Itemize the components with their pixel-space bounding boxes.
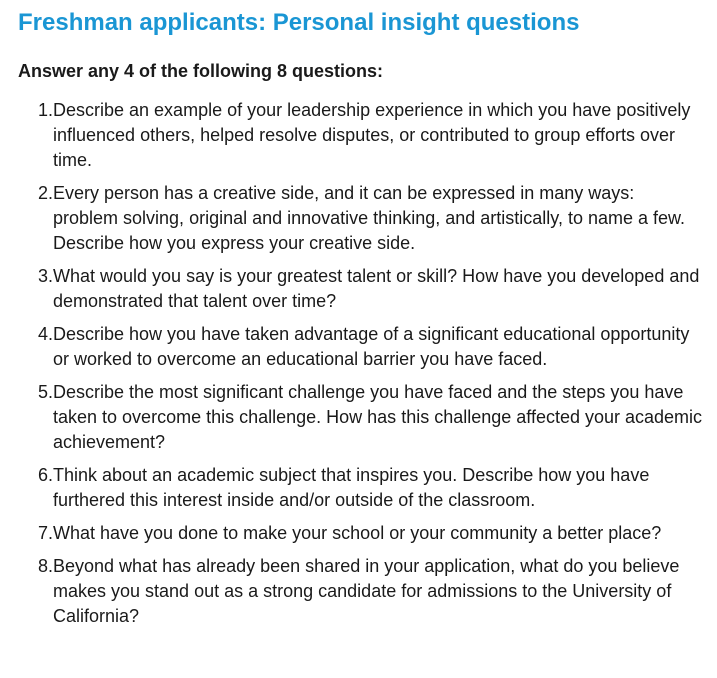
question-number: 1. [37,100,53,120]
question-item [18,380,705,455]
question-number: 8. [37,556,53,576]
question-text: What have you done to make your school or your community a better place? [53,523,662,543]
question-item [18,264,705,314]
question-number: 6. [37,465,53,485]
question-number: 3. [37,266,53,286]
instruction-text: Answer any 4 of the following 8 questions: [18,61,384,81]
question-number: 7. [37,523,53,543]
question-item [18,322,705,372]
question-number: 2. [37,183,53,203]
question-text: Beyond what has already been shared in your application, what do you believe makes you stand out as a strong candidate for admissions to the University of California? [53,556,680,626]
question-item [18,521,705,546]
question-text: Every person has a creative side, and it can be expressed in many ways: problem solving, original and innovative thinking, and artistically, to name a few. Describe how you express your creative side. [53,183,686,253]
question-list [18,98,705,629]
question-text: Think about an academic subject that inspires you. Describe how you have furthered this interest inside and/or outside of the classroom. [53,465,650,510]
question-item [18,463,705,513]
question-text: Describe the most significant challenge you have faced and the steps you have taken to overcome this challenge. How has this challenge affected your academic achievement? [53,382,703,452]
question-number: 5. [37,382,53,402]
question-text: Describe an example of your leadership experience in which you have positively influenced others, helped resolve disputes, or contributed to group efforts over time. [53,100,691,170]
question-item [18,98,705,173]
question-text: What would you say is your greatest talent or skill? How have you developed and demonstrated that talent over time? [53,266,700,311]
page-title: Freshman applicants: Personal insight questions [18,9,580,36]
question-item [18,554,705,629]
question-text: Describe how you have taken advantage of a significant educational opportunity or worked to overcome an educational barrier you have faced. [53,324,690,369]
question-item [18,181,705,256]
question-number: 4. [37,324,53,344]
